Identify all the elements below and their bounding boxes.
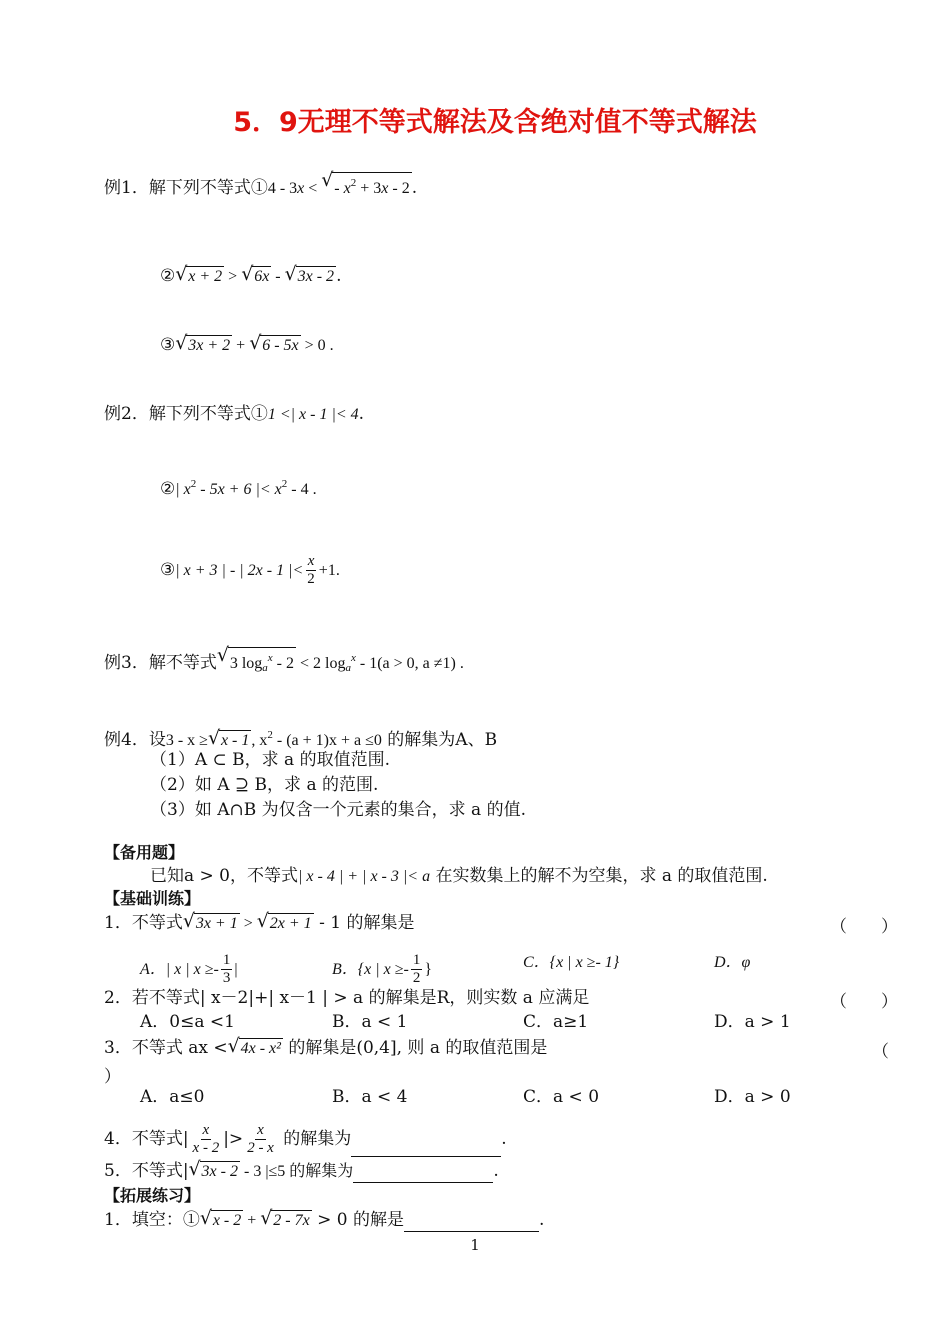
denominator: 2 - x [247, 1140, 274, 1156]
example-3-heading: 例3．解不等式 [104, 653, 217, 673]
example-1-line-1 [104, 172, 417, 200]
abs-expression: | x - 4 | + | x - 3 |< a [298, 868, 431, 885]
answer-paren-left: （ [872, 1042, 889, 1062]
item-marker: ② [160, 479, 176, 499]
expression-part: | x [175, 481, 191, 498]
basic-q3-option-d: D．a > 0 [714, 1087, 791, 1107]
expression-part: - 4 . [287, 481, 317, 498]
radicand: x - 1 [220, 732, 250, 749]
denominator: x - 2 [192, 1140, 220, 1156]
example-2-line-2 [160, 473, 317, 501]
item-marker: ③ [160, 335, 176, 355]
radicand: 2x + 1 [269, 915, 312, 932]
text-part: 1．填空：① [104, 1210, 200, 1230]
sqrt-expression [321, 172, 411, 200]
text-part: 的解集是(0,4], 则 a 的取值范围是 [282, 1038, 548, 1058]
expression-part: - (a + 1)x + a ≤0 [272, 732, 382, 749]
basic-q1-option-c: C．{x | x ≥- 1} [523, 954, 620, 971]
greater-than: > [224, 268, 242, 285]
numerator: x [307, 553, 315, 569]
sqrt-expression [249, 335, 300, 357]
expression-part: , x [251, 732, 268, 749]
basic-q3-option-b: B．a < 4 [332, 1087, 408, 1107]
answer-blank[interactable] [351, 1140, 501, 1157]
basic-q2: 2．若不等式| x－2|+| x－1 | > a 的解集是R，则实数 a 应满足 [104, 988, 590, 1008]
text-part: - 3 |≤5 的解集为 [239, 1163, 354, 1180]
basic-q2-option-b: B．a < 1 [332, 1012, 408, 1032]
expression-part: 3 - x ≥ [165, 732, 208, 749]
example-1-heading: 例1．解下列不等式① [104, 178, 268, 198]
radicand-part: 3 log [229, 655, 263, 672]
example-2-line-1 [104, 403, 364, 426]
exponent: x [350, 652, 356, 664]
radicand: 6 - 5x [262, 337, 299, 354]
radicand: 6x [254, 268, 270, 285]
radicand: 2 - 7x [273, 1212, 310, 1229]
backup-problem [150, 865, 768, 888]
example-4-heading: 例4．设 [104, 730, 166, 750]
extension-q1 [104, 1209, 544, 1232]
example-2-heading: 例2．解下列不等式① [104, 404, 268, 424]
sqrt-expression [260, 1210, 311, 1232]
answer-parens: （ ） [830, 992, 898, 1012]
radicand: x + 2 [188, 268, 223, 285]
example-1-line-2 [160, 265, 341, 288]
expression-part: - 5x + 6 |< x [196, 481, 282, 498]
sqrt-expression [217, 647, 296, 678]
basic-q2-option-a: A．0≤a <1 [140, 1012, 235, 1032]
exponent: 2 [190, 478, 197, 490]
sqrt-expression [189, 1161, 240, 1183]
basic-q1-option-a [140, 952, 238, 987]
sqrt-expression [183, 913, 240, 935]
item-marker: ② [160, 266, 176, 286]
basic-q3-option-a: A．a≤0 [140, 1087, 205, 1107]
sqrt-expression [228, 1038, 283, 1060]
radicand: 3x + 2 [188, 337, 231, 354]
period: . [358, 404, 365, 424]
extension-header: 【拓展练习】 [104, 1186, 201, 1205]
fraction [411, 952, 423, 987]
example-4-line [104, 724, 497, 752]
text-part: |> [223, 1129, 244, 1149]
radicand-part: - 2 [272, 655, 294, 672]
basic-q1-option-b [332, 952, 432, 987]
exponent: x [267, 652, 273, 664]
denominator: 2 [412, 970, 421, 986]
var-x: x [343, 180, 351, 197]
abs-inequality: 1 <| x - 1 |< 4 [267, 406, 359, 423]
option-text: B．{x | x ≥- [332, 961, 409, 978]
fraction [191, 1122, 222, 1157]
fraction [221, 952, 233, 987]
text-part: 5．不等式| [104, 1161, 189, 1181]
page-number: 1 [470, 1236, 480, 1254]
option-text: } [424, 961, 433, 978]
example-4-question-3: （3）如 A∩B 为仅含一个元素的集合，求 a 的值. [150, 800, 526, 820]
text-part: 3．不等式 ax < [104, 1038, 228, 1058]
radicand: 4x - x² [240, 1040, 281, 1057]
basic-q2-option-c: C．a≥1 [523, 1012, 589, 1032]
numerator: 1 [412, 952, 421, 968]
expression-part: +1. [318, 562, 340, 579]
text-part: 的解集为 [277, 1129, 352, 1149]
denominator: 2 [307, 571, 315, 587]
var-x: x [381, 180, 389, 197]
sqrt-expression [200, 1210, 243, 1232]
expression-part: | x + 3 | - | 2x - 1 |< [175, 562, 304, 579]
text-part: > 0 的解是 [311, 1210, 405, 1230]
period: . [493, 1161, 499, 1181]
sqrt-expression [175, 335, 232, 357]
expression-part: < 2 log [296, 655, 346, 672]
numerator: 1 [222, 952, 231, 968]
text-part: 在实数集上的解不为空集，求 a 的取值范围. [430, 866, 768, 886]
exponent: 2 [281, 478, 288, 490]
plus: + [243, 1212, 261, 1229]
basic-q3 [104, 1037, 547, 1060]
inequality-tail: > 0 . [300, 337, 334, 354]
option-text: A．| x | x ≥- [140, 961, 219, 978]
period: . [336, 266, 342, 286]
example-4-question-1: （1）A ⊂ B，求 a 的取值范围. [150, 750, 390, 770]
basic-q4 [104, 1122, 507, 1157]
greater-than: > [239, 915, 257, 932]
period: . [411, 178, 418, 198]
radicand: 3x - 2 [201, 1163, 238, 1180]
log-base: a [262, 662, 268, 674]
log-base: a [345, 662, 351, 674]
page-title: 5．9无理不等式解法及含绝对值不等式解法 [233, 107, 757, 138]
example-1-line-3 [160, 334, 334, 357]
var-x: x [297, 180, 305, 197]
fraction [305, 553, 317, 588]
fraction [245, 1122, 276, 1157]
radicand: x - 2 [212, 1212, 242, 1229]
radicand-part: - 2 [388, 180, 410, 197]
numerator: x [257, 1122, 264, 1138]
radicand: 3x - 2 [297, 268, 335, 285]
backup-header: 【备用题】 [104, 843, 185, 862]
example-3-line [104, 647, 464, 679]
basic-q5 [104, 1160, 499, 1183]
less-than: < [304, 180, 322, 197]
exponent: 2 [350, 177, 357, 189]
sqrt-expression [175, 266, 224, 288]
sqrt-expression [241, 266, 271, 288]
example-2-line-3 [160, 553, 340, 588]
period: . [539, 1210, 545, 1230]
exponent: 2 [267, 729, 273, 741]
basic-training-header: 【基础训练】 [104, 889, 201, 908]
example-1-lhs: 4 - 3 [267, 180, 298, 197]
answer-blank[interactable] [353, 1166, 493, 1183]
plus: + [232, 337, 250, 354]
radicand: 3x + 1 [195, 915, 238, 932]
text-part: 4．不等式| [104, 1129, 189, 1149]
period: . [501, 1129, 507, 1149]
answer-blank[interactable] [404, 1215, 539, 1232]
sqrt-expression [285, 266, 336, 288]
numerator: x [202, 1122, 210, 1138]
answer-paren-right: ） [104, 1067, 121, 1087]
text-part: 1．不等式 [104, 913, 183, 933]
answer-parens: （ ） [830, 917, 898, 937]
basic-q2-option-d: D．a > 1 [714, 1012, 791, 1032]
basic-q1-option-d: D．φ [714, 954, 751, 971]
expression-part: - 1(a > 0, a ≠1) . [355, 655, 464, 672]
option-text: | [234, 961, 238, 978]
denominator: 3 [222, 970, 231, 986]
example-4-question-2: （2）如 A ⊇ B，求 a 的范围. [150, 775, 379, 795]
item-marker: ③ [160, 560, 176, 580]
basic-q1 [104, 912, 414, 935]
text-part: - 1 的解集是 [313, 913, 415, 933]
radicand-part: + 3 [356, 180, 382, 197]
text-part: 已知a > 0，不等式 [150, 866, 299, 886]
minus: - [271, 268, 285, 285]
expression-part: 的解集为A、B [381, 730, 498, 750]
radicand-part: - [334, 180, 344, 197]
sqrt-expression [257, 913, 314, 935]
basic-q3-option-c: C．a < 0 [523, 1087, 600, 1107]
